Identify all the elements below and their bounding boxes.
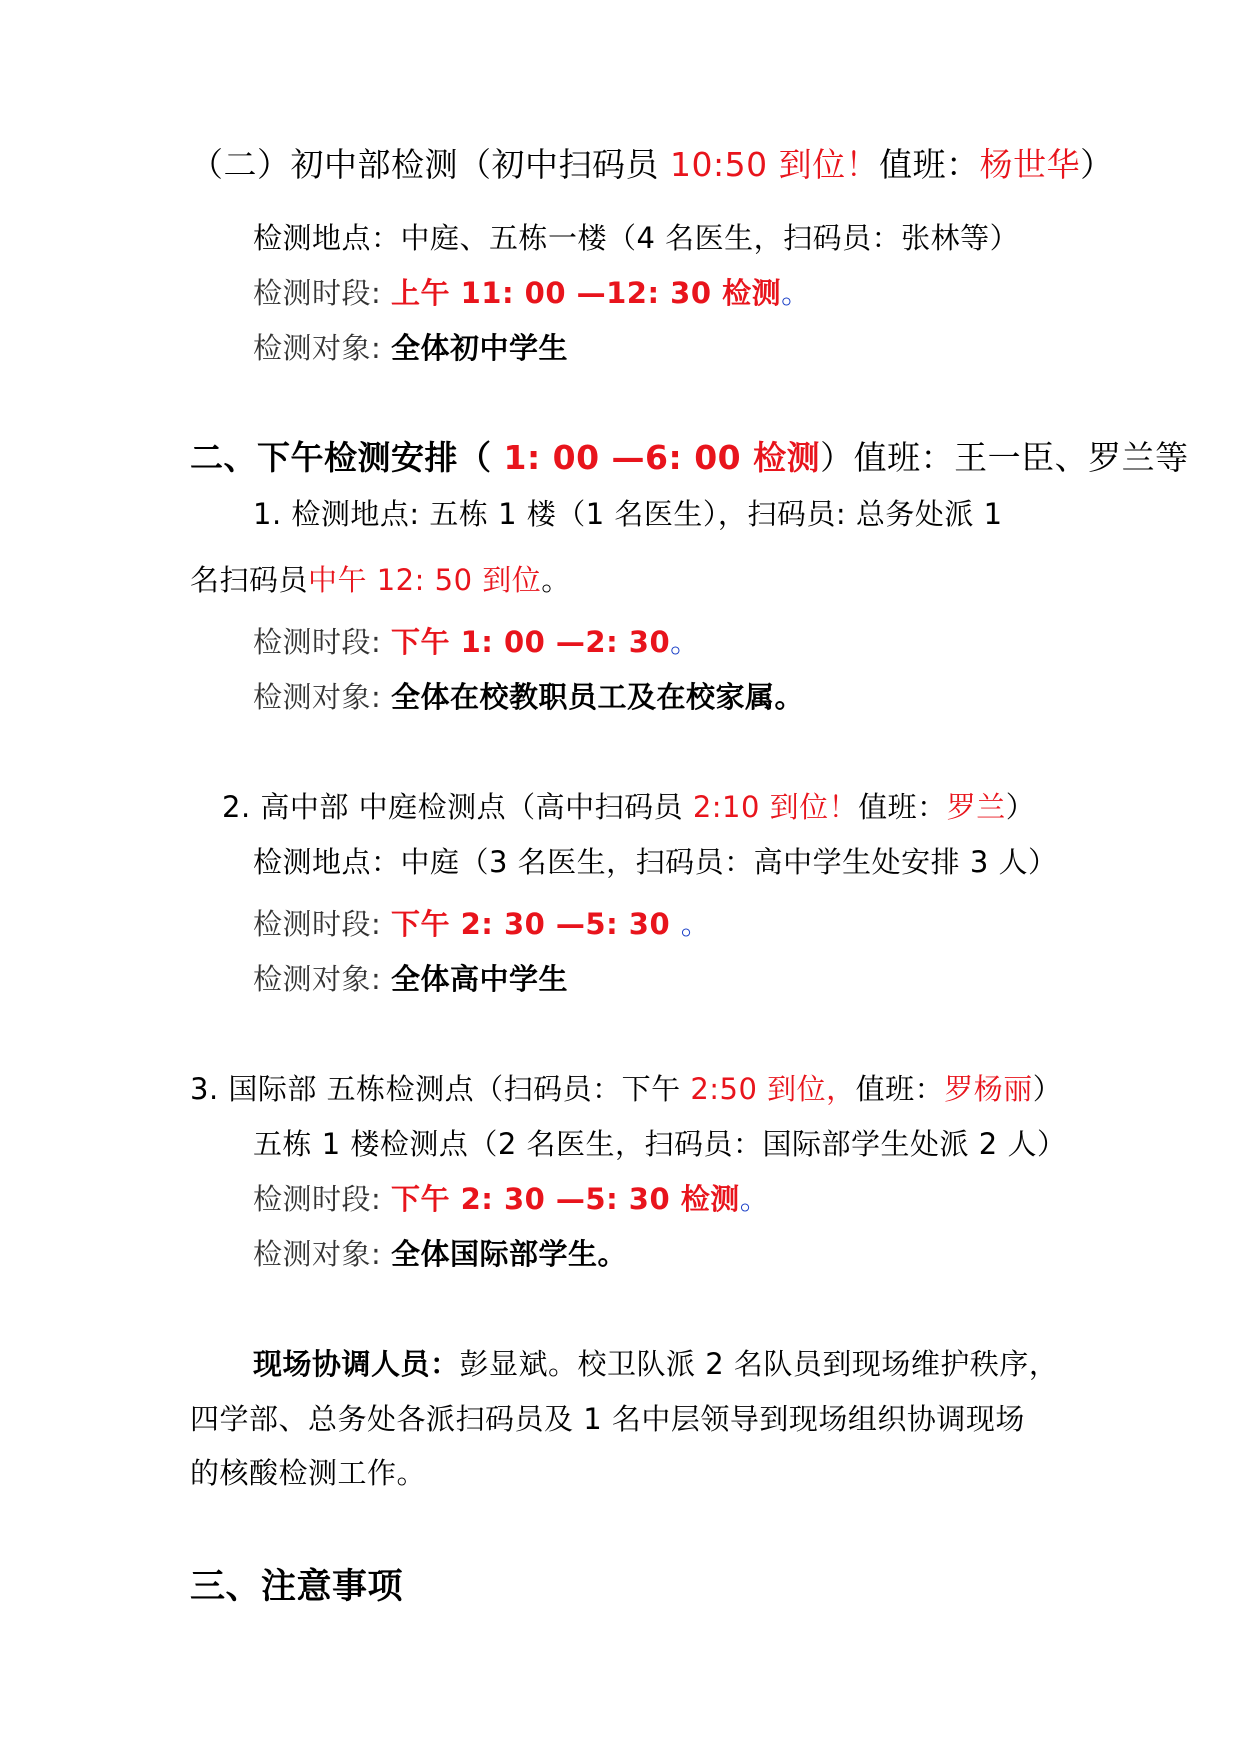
arrive-time: 10:50 到位！ bbox=[670, 145, 880, 184]
intl-target: 检测对象: 全体国际部学生。 bbox=[253, 1237, 628, 1271]
middle-heading: （二）初中部检测（初中扫码员 10:50 到位！值班：杨世华） bbox=[190, 145, 1114, 184]
middle-place: 检测地点：中庭、五栋一楼（4 名医生，扫码员：张林等） bbox=[253, 221, 1020, 255]
coordination-line1: 现场协调人员：彭显斌。校卫队派 2 名队员到现场维护秩序， bbox=[253, 1347, 1059, 1381]
coordination-line3: 的核酸检测工作。 bbox=[190, 1456, 427, 1490]
coordination-line2: 四学部、总务处各派扫码员及 1 名中层领导到现场组织协调现场 bbox=[190, 1402, 1025, 1436]
intl-heading: 3. 国际部 五栋检测点（扫码员：下午 2:50 到位，值班：罗杨丽） bbox=[190, 1072, 1063, 1106]
senior-time: 检测时段: 下午 2: 30 —5: 30 。 bbox=[253, 907, 711, 941]
section3-title: 三、注意事项 bbox=[190, 1567, 404, 1607]
intl-place: 五栋 1 楼检测点（2 名医生，扫码员：国际部学生处派 2 人） bbox=[253, 1127, 1067, 1161]
staff-time: 检测时段: 下午 1: 00 —2: 30。 bbox=[253, 625, 700, 659]
senior-heading: 2. 高中部 中庭检测点（高中扫码员 2:10 到位！值班：罗兰） bbox=[222, 790, 1036, 824]
staff-place-line1: 1. 检测地点: 五栋 1 楼（1 名医生），扫码员: 总务处派 1 bbox=[253, 497, 1003, 531]
afternoon-heading: 二、下午检测安排（ 1: 00 —6: 00 检测）值班：王一臣、罗兰等 bbox=[190, 438, 1189, 477]
senior-target: 检测对象: 全体高中学生 bbox=[253, 962, 569, 996]
staff-place-line2: 名扫码员中午 12: 50 到位。 bbox=[190, 563, 571, 597]
middle-time: 检测时段: 上午 11: 00 —12: 30 检测。 bbox=[253, 276, 811, 310]
duty-person: 杨世华 bbox=[979, 145, 1081, 184]
middle-target: 检测对象: 全体初中学生 bbox=[253, 331, 569, 365]
senior-place: 检测地点：中庭（3 名医生，扫码员：高中学生处安排 3 人） bbox=[253, 845, 1058, 879]
staff-target: 检测对象: 全体在校教职员工及在校家属。 bbox=[253, 680, 805, 714]
intl-time: 检测时段: 下午 2: 30 —5: 30 检测。 bbox=[253, 1182, 770, 1216]
